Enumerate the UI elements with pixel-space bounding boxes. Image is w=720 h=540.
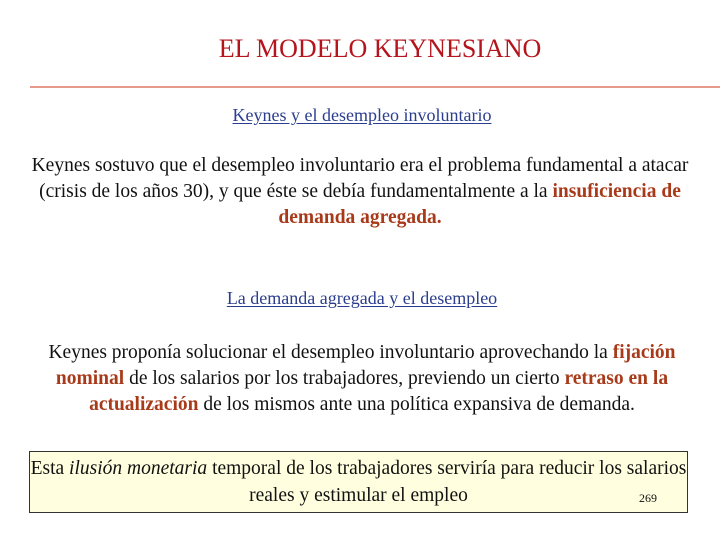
highlight-retraso: retraso en la actualización [89,368,669,415]
callout-text [30,455,687,509]
paragraph-text: Keynes sostuvo que el desempleo involuntario era el problema fundamental a atacar (crisis de los años 30), y que éste se debía fundamentalmente a la [31,155,689,202]
paragraph-text: Keynes proponía solucionar el desempleo involuntario aprovechando la [48,342,613,363]
page-number: 269 [639,491,657,505]
paragraph-text: de los mismos ante una política expansiva de demanda. [198,394,635,415]
title-divider [30,86,720,88]
callout-box [29,451,688,513]
slide-title: EL MODELO KEYNESIANO [218,34,542,63]
paragraph-text: de los salarios por los trabajadores, previendo un cierto [124,368,565,389]
highlight-fijacion: fijación nominal [55,342,676,389]
paragraph-keynes-desempleo [10,153,710,231]
callout-text-part: Esta [30,458,70,479]
section-heading-demanda: La demanda agregada y el desempleo [226,288,498,308]
highlight-insuficiencia: insuficiencia de demanda agregada. [278,181,681,228]
callout-text-part: temporal de los trabajadores serviría para reducir los salarios reales y estimular el empleo [207,458,687,506]
paragraph-keynes-propuesta [12,340,712,418]
callout-italic: ilusión monetaria [69,458,208,479]
section-heading-desempleo: Keynes y el desempleo involuntario [232,105,492,125]
